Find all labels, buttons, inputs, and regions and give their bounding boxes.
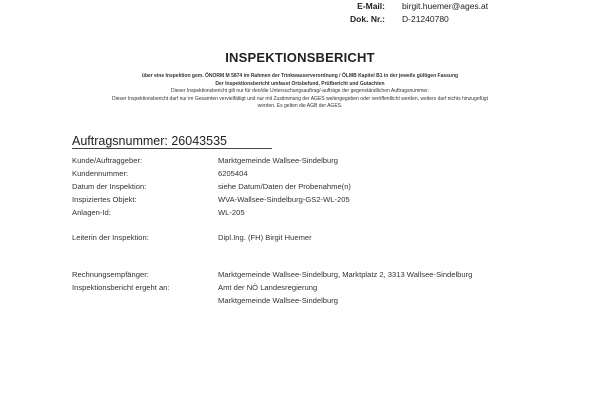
intro-line-2: Der Inspektionsbericht umfasst Ortsbefund, Prüfbericht und Gutachten <box>215 80 385 87</box>
email-label: E-Mail: <box>357 1 385 11</box>
field-label-inspection-date: Datum der Inspektion: <box>72 182 147 191</box>
field-value-facility-id: WL-205 <box>218 208 245 217</box>
field-label-facility-id: Anlagen-Id: <box>72 208 111 217</box>
field-label-customer: Kunde/Auftraggeber: <box>72 156 143 165</box>
field-label-report-recipients: Inspektionsbericht ergeht an: <box>72 283 170 292</box>
field-label-invoice-recipient: Rechnungsempfänger: <box>72 270 149 279</box>
field-value-customer: Marktgemeinde Wallsee-Sindelburg <box>218 156 339 165</box>
email-value: birgit.huemer@ages.at <box>402 1 489 11</box>
field-value-inspection-date: siehe Datum/Daten der Probenahme(n) <box>218 182 351 191</box>
field-label-customer-number: Kundennummer: <box>72 169 129 178</box>
field-value-inspection-lead: Dipl.Ing. (FH) Birgit Huemer <box>218 233 312 242</box>
intro-line-5: werden. Es gelten die AGB der AGES. <box>257 103 343 110</box>
page-title: INSPEKTIONSBERICHT <box>225 50 375 65</box>
doc-number-value: D-21240780 <box>402 14 449 24</box>
field-label-inspected-object: Inspiziertes Objekt: <box>72 195 137 204</box>
field-value-invoice-recipient: Marktgemeinde Wallsee-Sindelburg, Marktplatz 2, 3313 Wallsee-Sindelburg <box>218 270 473 279</box>
field-value-customer-number: 6205404 <box>218 169 248 178</box>
field-label-inspection-lead: Leiterin der Inspektion: <box>72 233 149 242</box>
order-number-value: 26043535 <box>171 134 227 148</box>
field-value-inspected-object: WVA-Wallsee-Sindelburg-GS2-WL-205 <box>218 195 350 204</box>
order-number-heading <box>72 134 272 149</box>
field-value-report-recipient-2: Marktgemeinde Wallsee-Sindelburg <box>218 296 339 305</box>
order-number-label: Auftragsnummer: <box>72 134 168 148</box>
intro-text <box>60 73 540 111</box>
intro-line-3: Dieser Inspektionsbericht gilt nur für den/die Untersuchungsauftrag/-aufträge der gegenständlichen Auftragsnummer. <box>171 88 429 95</box>
intro-line-4: Dieser Inspektionsbericht darf nur im Gesamten vervielfältigt und nur mit Zustimmung der AGES weitergegeben oder veröffentlicht werden, weiters darf nichts hinzugefügt <box>112 95 488 102</box>
field-value-report-recipient-1: Amt der NÖ Landesregierung <box>218 283 318 292</box>
intro-line-1: über eine Inspektion gem. ÖNORM M 5874 im Rahmen der Trinkwasserverordnung / ÖLMB Kapitel B1 in der jeweils gültigen Fassung <box>141 73 459 79</box>
doc-number-label: Dok. Nr.: <box>350 14 385 24</box>
